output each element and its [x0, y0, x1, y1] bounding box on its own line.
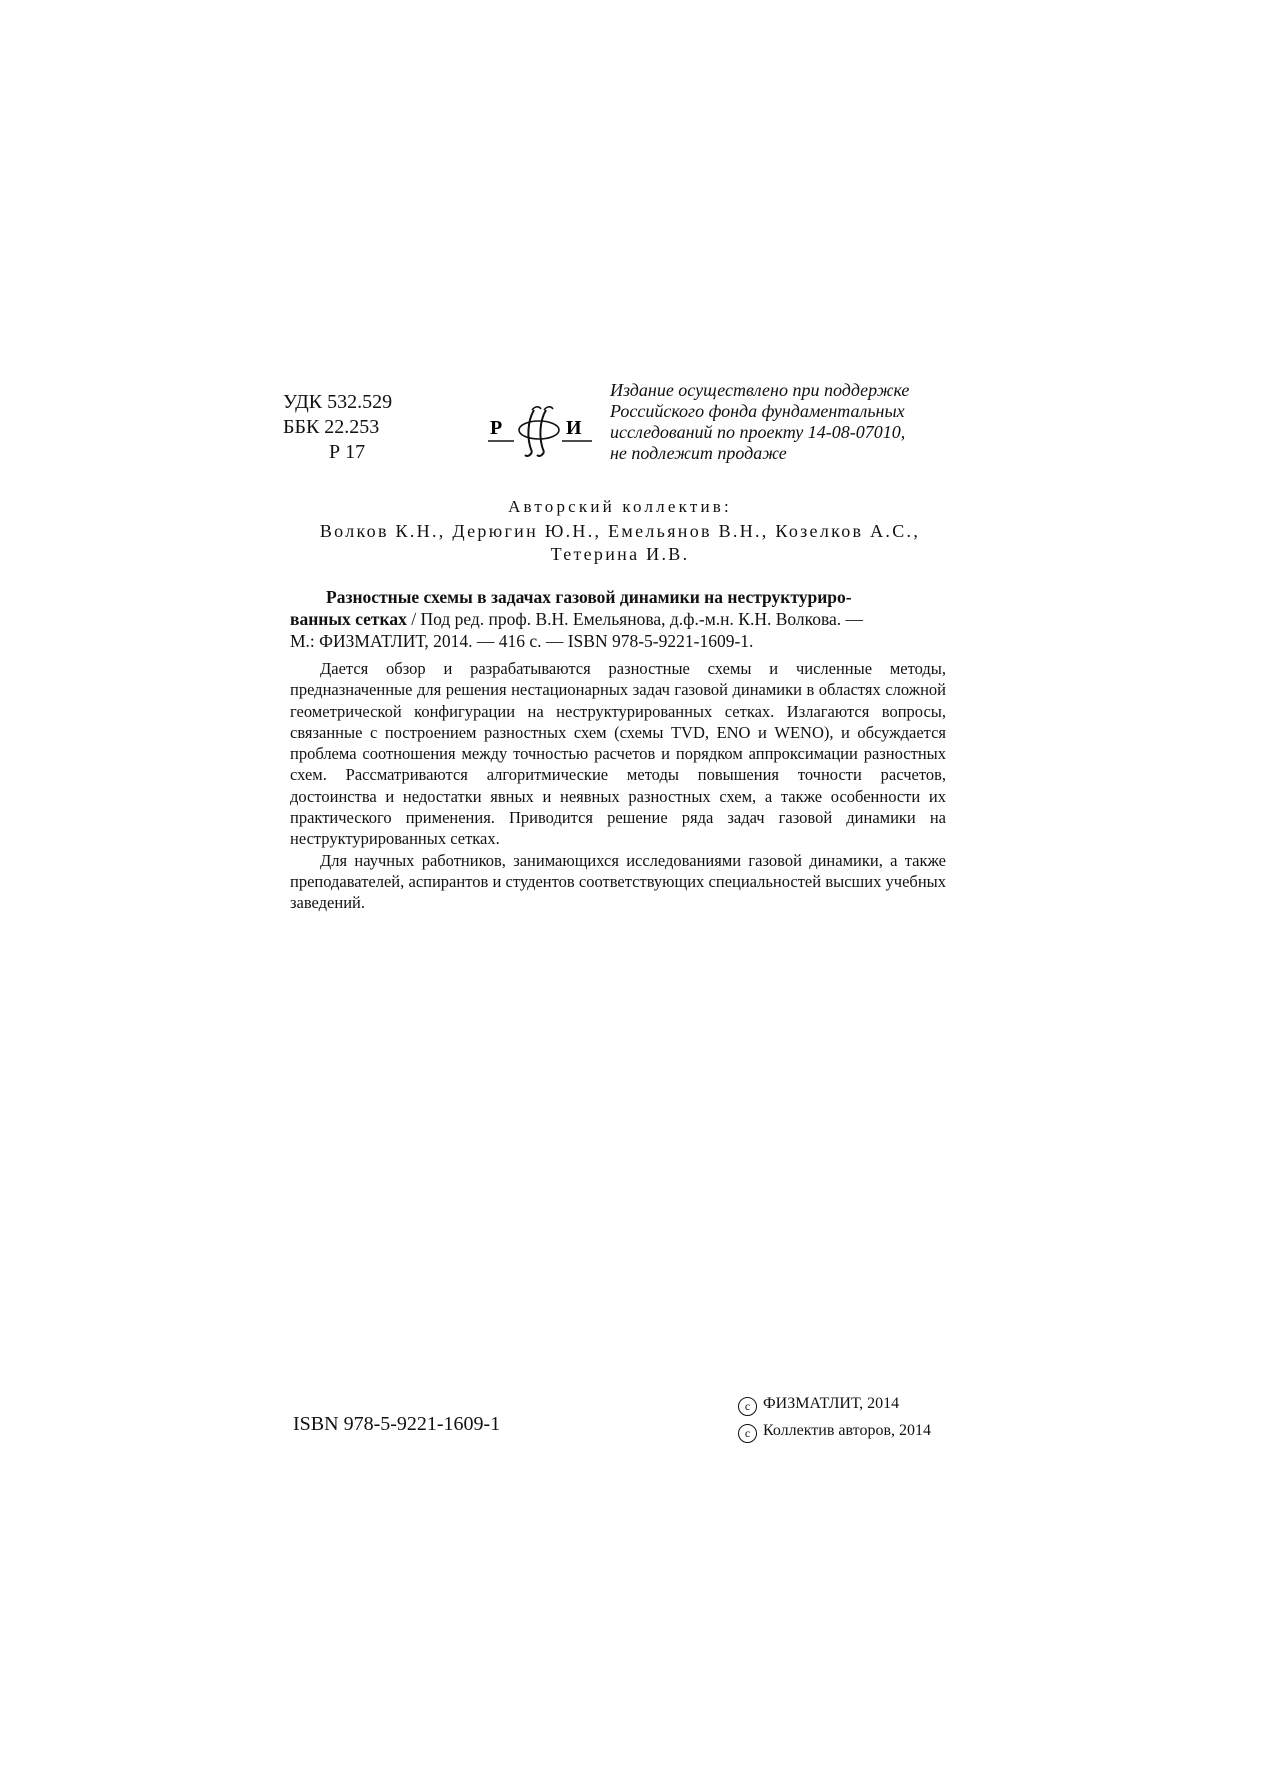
logo-right-letter: И [566, 417, 582, 439]
support-note-line: не подлежит продаже [610, 443, 787, 463]
authors-list [288, 520, 952, 566]
editors-line: / Под ред. проф. В.Н. Емельянова, д.ф.-м.н. К.Н. Волкова. — [406, 609, 864, 629]
authors-line: Волков К.Н., Дерюгин Ю.Н., Емельянов В.Н., Козелков А.С., [319, 521, 921, 541]
abstract [290, 658, 946, 914]
bbk-code: ББК 22.253 [283, 416, 380, 438]
support-note [610, 380, 950, 464]
bibliographic-record [290, 586, 946, 652]
authors-heading: Авторский коллектив: [508, 497, 732, 516]
udk-code: УДК 532.529 [283, 391, 393, 413]
book-title-part1: Разностные схемы в задачах газовой динамики на неструктуриро- [326, 587, 852, 607]
support-note-line: Российского фонда фундаментальных [610, 401, 905, 421]
book-title-part2: ванных сетках [290, 609, 407, 629]
isbn: ISBN 978-5-9221-1609-1 [293, 1413, 501, 1435]
copyright-publisher: ФИЗМАТЛИТ, 2014 [763, 1395, 900, 1412]
logo-left-letter: Р [490, 417, 503, 439]
copyright-icon: c [738, 1424, 757, 1443]
copyright-authors: Коллектив авторов, 2014 [763, 1422, 931, 1439]
rffi-logo-icon [488, 404, 606, 460]
copyright-icon: c [738, 1397, 757, 1416]
copyright-block [738, 1390, 931, 1444]
support-note-line: исследований по проекту 14-08-07010, [610, 422, 906, 442]
authors-line: Тетерина И.В. [550, 544, 690, 564]
author-mark-code: Р 17 [329, 441, 366, 463]
audience-paragraph: Для научных работников, занимающихся исследованиями газовой динамики, а также преподавателей, аспирантов и студентов соответствующих специальностей высших учебных заведений. [290, 850, 946, 913]
classification-codes [283, 390, 392, 465]
abstract-paragraph: Дается обзор и разрабатываются разностные схемы и численные методы, предназначенные для решения нестационарных задач газовой динамики в областях сложной геометрической конфигурации на неструктурированных сетках. Излагаются вопросы, связанные с построением разностных схем (схемы TVD, ENO и WENO), и обсуждается проблема соотношения между точностью расчетов и порядком аппроксимации разностных схем. Рассматриваются алгоритмические методы повышения точности расчетов, достоинства и недостатки явных и неявных разностных схем, а также особенности их практического применения. Приводится решение ряда задач газовой динамики на неструктурированных сетках. [290, 659, 946, 849]
publisher-line: М.: ФИЗМАТЛИТ, 2014. — 416 с. — ISBN 978-5-9221-1609-1. [290, 631, 754, 651]
support-note-line: Издание осуществлено при поддержке [610, 380, 910, 400]
